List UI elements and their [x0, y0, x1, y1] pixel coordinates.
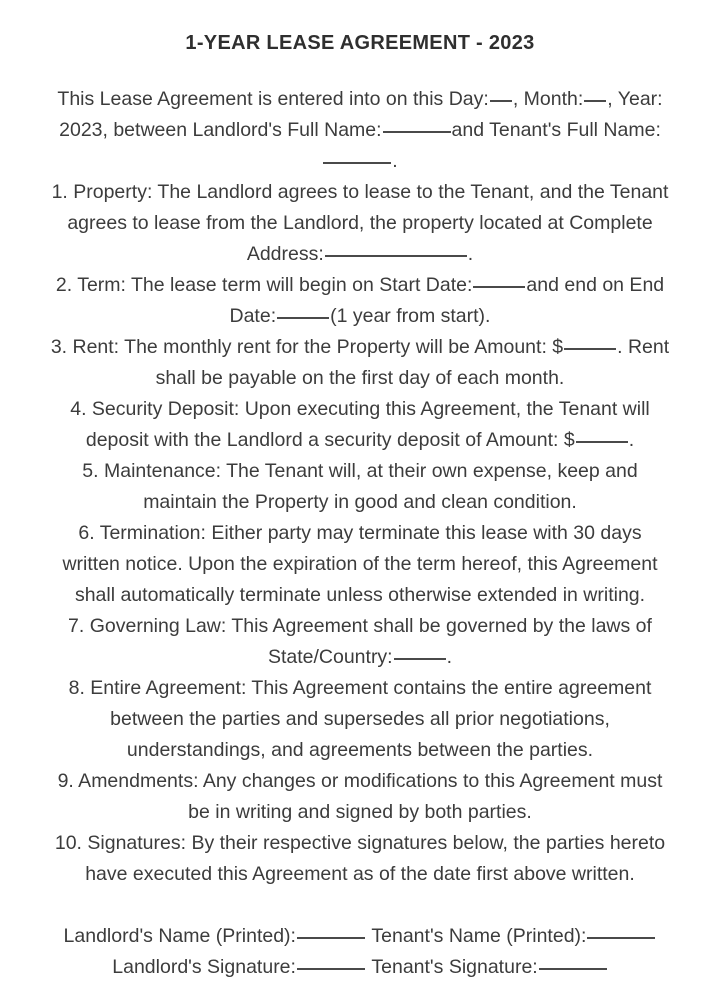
intro-line-1-text-a: This Lease Agreement is entered into on this Day:	[57, 88, 489, 110]
intro-line-1-text-c: , Year:	[607, 88, 663, 110]
tenant-name-blank[interactable]	[323, 162, 391, 164]
clause-4-amount-label: deposit with the Landlord a security deposit of Amount: $	[85, 429, 575, 451]
clause-4-line-2-tail: .	[628, 429, 635, 451]
clause-1-address-label: Address:	[246, 243, 324, 265]
landlord-name-blank[interactable]	[383, 131, 451, 133]
clause-1-line-3-tail: .	[467, 243, 474, 265]
state-country-blank[interactable]	[394, 658, 446, 660]
page-title: 1-YEAR LEASE AGREEMENT - 2023	[185, 32, 535, 54]
clause-8-line-1: 8. Entire Agreement: This Agreement contains the entire agreement	[68, 677, 652, 699]
clause-3-line-2: shall be payable on the first day of each month.	[155, 367, 565, 389]
clause-10-line-1: 10. Signatures: By their respective signatures below, the parties hereto	[54, 832, 666, 854]
month-blank[interactable]	[584, 100, 606, 102]
intro-line-3	[8, 146, 712, 177]
clause-9-line-1: 9. Amendments: Any changes or modifications to this Agreement must	[57, 770, 663, 792]
clause-1-line-2: agrees to lease from the Landlord, the property located at Complete	[67, 212, 653, 234]
clause-6-line-3: shall automatically terminate unless otherwise extended in writing.	[74, 584, 646, 606]
clause-5-line-2: maintain the Property in good and clean condition.	[143, 491, 577, 513]
deposit-amount-blank[interactable]	[576, 441, 628, 443]
intro-line-2-text-b: and Tenant's Full Name:	[451, 119, 661, 141]
signature-printed-names-row	[8, 921, 712, 952]
clause-3-line-1-tail: . Rent	[617, 336, 670, 358]
clause-1-line-3	[8, 239, 712, 270]
clause-1-line-1: 1. Property: The Landlord agrees to lease to the Tenant, and the Tenant	[51, 181, 669, 203]
intro-line-2	[8, 115, 712, 146]
landlord-signature-blank[interactable]	[297, 968, 365, 970]
clause-9-line-2: be in writing and signed by both parties.	[188, 801, 532, 823]
clause-3-amount-label: 3. Rent: The monthly rent for the Property will be Amount: $	[50, 336, 564, 358]
clause-2-end-label: Date:	[229, 305, 277, 327]
intro-paragraph	[0, 55, 720, 177]
clause-8-line-2: between the parties and supersedes all prior negotiations,	[110, 708, 610, 730]
signature-section	[0, 890, 720, 983]
clause-4-line-2	[8, 425, 712, 456]
landlord-name-printed-blank[interactable]	[297, 937, 365, 939]
clause-6-line-1: 6. Termination: Either party may terminate this lease with 30 days	[78, 522, 642, 544]
end-date-blank[interactable]	[277, 317, 329, 319]
clause-2-line-2-tail: (1 year from start).	[330, 305, 491, 327]
clause-7-line-2	[8, 642, 712, 673]
clause-10-line-2: have executed this Agreement as of the date first above written.	[85, 863, 635, 885]
address-blank[interactable]	[325, 255, 467, 257]
clause-7-line-2-tail: .	[446, 646, 453, 668]
tenant-name-printed-blank[interactable]	[587, 937, 655, 939]
clause-2-line-2	[8, 301, 712, 332]
intro-line-1-text-b: , Month:	[512, 88, 584, 110]
landlord-name-printed-label: Landlord's Name (Printed):	[63, 925, 296, 947]
landlord-signature-label: Landlord's Signature:	[112, 956, 296, 978]
signature-row	[8, 952, 712, 983]
intro-line-3-text: .	[392, 150, 398, 172]
intro-line-1	[8, 84, 712, 115]
clause-8-line-3: understandings, and agreements between the parties.	[126, 739, 594, 761]
clause-2-line-1-tail: and end on End	[526, 274, 665, 296]
clause-2-line-1	[8, 270, 712, 301]
rent-amount-blank[interactable]	[564, 348, 616, 350]
clause-7-line-1: 7. Governing Law: This Agreement shall be governed by the laws of	[68, 615, 652, 637]
clause-7-state-label: State/Country:	[267, 646, 393, 668]
clause-2-start-label: 2. Term: The lease term will begin on Start Date:	[55, 274, 473, 296]
clause-4-line-1: 4. Security Deposit: Upon executing this Agreement, the Tenant will	[70, 398, 650, 420]
clause-5-line-1: 5. Maintenance: The Tenant will, at their own expense, keep and	[82, 460, 638, 482]
tenant-signature-label: Tenant's Signature:	[371, 956, 538, 978]
clause-3-line-1	[8, 332, 712, 363]
day-blank[interactable]	[490, 100, 512, 102]
intro-line-2-text-a: 2023, between Landlord's Full Name:	[59, 119, 382, 141]
tenant-signature-blank[interactable]	[539, 968, 607, 970]
start-date-blank[interactable]	[473, 286, 525, 288]
tenant-name-printed-label: Tenant's Name (Printed):	[371, 925, 587, 947]
clauses-section	[0, 177, 720, 890]
clause-6-line-2: written notice. Upon the expiration of the term hereof, this Agreement	[62, 553, 658, 575]
